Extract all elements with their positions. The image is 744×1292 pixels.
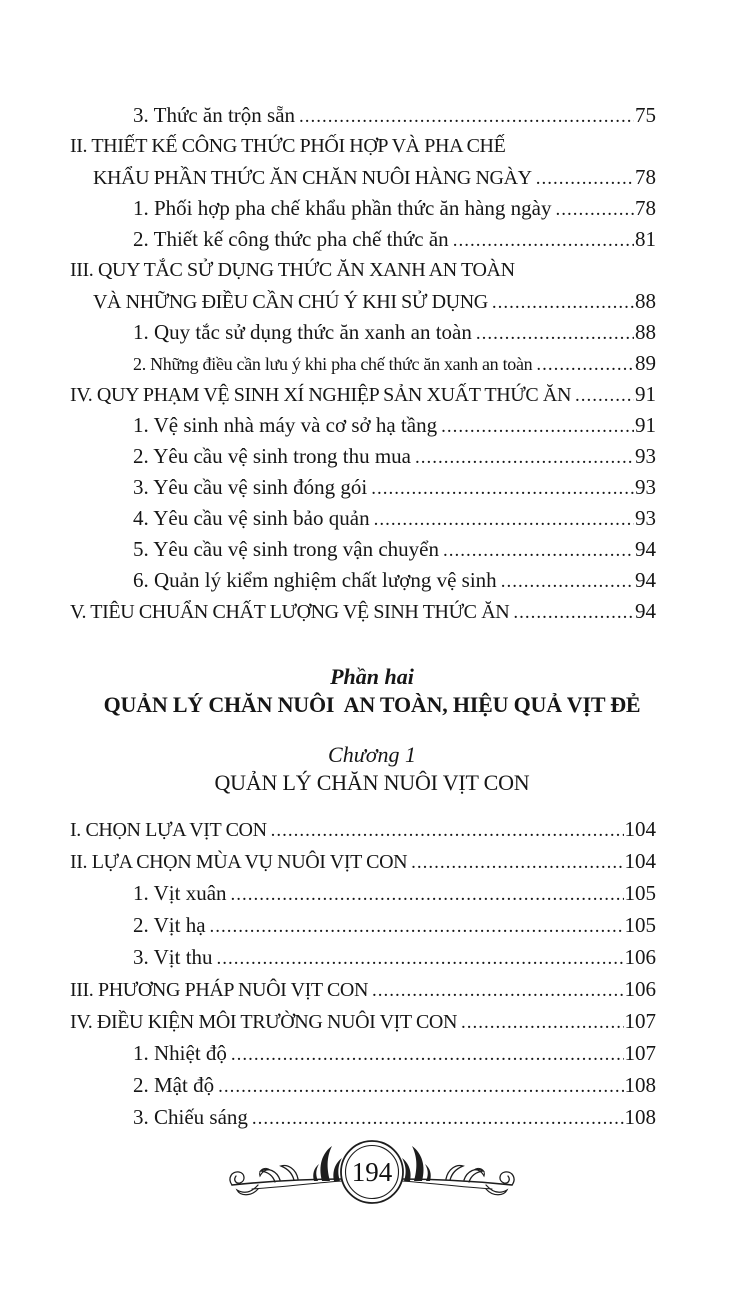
toc-entry-label: 1. Vịt xuân [133,881,227,905]
dot-leader [210,909,624,943]
toc-entry [70,845,656,877]
toc-entry-label: 1. Quy tắc sử dụng thức ăn xanh an toàn [133,320,472,344]
dot-leader [492,286,634,318]
toc-entry-label: 3. Thức ăn trộn sẵn [133,103,296,127]
toc-entry-label: 2. Vịt hạ [133,913,206,937]
toc-entry-label: 3. Chiếu sáng [133,1105,248,1129]
toc-entry [70,596,656,627]
toc-entry-page: 94 [635,599,656,623]
toc-entry-label: VÀ NHỮNG ĐIỀU CẦN CHÚ Ý KHI SỬ DỤNG [93,291,488,313]
toc-entry-label: 5. Yêu cầu vệ sinh trong vận chuyển [133,537,439,561]
dot-leader [271,813,624,847]
toc-entry [133,410,656,441]
dot-leader [231,1037,624,1071]
toc-entry-label: III. QUY TẮC SỬ DỤNG THỨC ĂN XANH AN TOÀN [70,259,515,281]
dot-leader [443,534,634,566]
toc-entry [133,565,656,596]
toc-entry-page: 105 [624,881,656,905]
toc-entry-page: 94 [635,568,656,592]
dot-leader [299,100,634,132]
dot-leader [476,317,634,349]
toc-entry-page: 78 [635,165,656,189]
part-heading [0,663,744,719]
flourish-icon [222,1128,522,1216]
page-number: 194 [351,1157,393,1187]
toc-entry-label: 6. Quản lý kiểm nghiệm chất lượng vệ sinh [133,568,497,592]
toc-entry-page: 106 [624,977,656,1001]
toc-entry [70,131,656,162]
toc-entry-page: 107 [624,1041,656,1065]
toc-entry [133,348,656,379]
toc-entry-page: 89 [635,351,656,375]
dot-leader [513,596,634,628]
dot-leader [372,973,624,1007]
dot-leader [536,348,634,380]
part-kicker: Phần hai [330,664,414,689]
toc-entry-page: 108 [624,1073,656,1097]
toc-entry-page: 88 [635,289,656,313]
toc-entry-label: 1. Nhiệt độ [133,1041,227,1065]
toc-entry-page: 81 [635,227,656,251]
toc-entry-label: 2. Yêu cầu vệ sinh trong thu mua [133,444,411,468]
toc-section-part1 [0,100,744,627]
toc-entry [70,379,656,410]
toc-entry-page: 108 [624,1105,656,1129]
dot-leader [461,1005,624,1039]
dot-leader [371,472,634,504]
toc-entry-label: II. THIẾT KẾ CÔNG THỨC PHỐI HỢP VÀ PHA CHẾ [70,135,506,157]
toc-entry [133,909,656,941]
dot-leader [231,877,624,911]
chapter-title: QUẢN LÝ CHĂN NUÔI VỊT CON [214,770,530,795]
dot-leader [555,193,634,225]
toc-entry [70,255,656,286]
toc-entry [133,941,656,973]
toc-entry [133,193,656,224]
toc-entry [70,813,656,845]
dot-leader [411,845,623,879]
toc-entry [133,100,656,131]
toc-entry [133,503,656,534]
toc-entry-page: 104 [624,849,656,873]
toc-entry [133,534,656,565]
dot-leader [374,503,634,535]
dot-leader [536,162,634,194]
toc-entry-page: 93 [635,475,656,499]
dot-leader [415,441,634,473]
toc-entry-page: 88 [635,320,656,344]
toc-entry [133,1037,656,1069]
toc-entry-label: 1. Phối hợp pha chế khẩu phần thức ăn hàng ngày [133,196,552,220]
dot-leader [501,565,634,597]
dot-leader [217,941,624,975]
toc-entry-label: 4. Yêu cầu vệ sinh bảo quản [133,506,370,530]
dot-leader [218,1069,623,1103]
toc-entry-label: I. CHỌN LỰA VỊT CON [70,819,267,841]
toc-entry-label: 3. Yêu cầu vệ sinh đóng gói [133,475,368,499]
toc-entry-page: 105 [624,913,656,937]
toc-entry-label: II. LỰA CHỌN MÙA VỤ NUÔI VỊT CON [70,851,408,873]
toc-entry-page: 107 [624,1009,656,1033]
toc-entry [133,317,656,348]
toc-entry-page: 106 [624,945,656,969]
toc-entry-label: 3. Vịt thu [133,945,213,969]
toc-entry-label: IV. QUY PHẠM VỆ SINH XÍ NGHIỆP SẢN XUẤT THỨC ĂN [70,384,572,406]
toc-entry-page: 91 [635,413,656,437]
toc-section-chapter1 [0,813,744,1133]
toc-entry-page: 94 [635,537,656,561]
toc-entry-page: 93 [635,506,656,530]
toc-entry [133,1069,656,1101]
toc-entry [70,973,656,1005]
toc-entry-page: 78 [635,196,656,220]
toc-entry-page: 91 [635,382,656,406]
dot-leader [453,224,634,256]
part-title: QUẢN LÝ CHĂN NUÔI AN TOÀN, HIỆU QUẢ VỊT ĐẺ [103,692,641,717]
toc-entry [93,162,656,193]
toc-entry [133,441,656,472]
dot-leader [441,410,634,442]
footer-flourish-ornament [222,1128,522,1216]
toc-entry-page: 93 [635,444,656,468]
toc-entry-label: KHẨU PHẦN THỨC ĂN CHĂN NUÔI HÀNG NGÀY [93,167,532,189]
toc-entry [70,1005,656,1037]
toc-entry [133,472,656,503]
chapter-heading [0,741,744,797]
toc-entry-label: 2. Mật độ [133,1073,215,1097]
chapter-kicker: Chương 1 [328,742,416,767]
toc-entry-label: V. TIÊU CHUẨN CHẤT LƯỢNG VỆ SINH THỨC ĂN [70,601,510,623]
toc-entry [133,877,656,909]
dot-leader [575,379,634,411]
toc-entry [133,224,656,255]
toc-entry [93,286,656,317]
toc-entry-label: 2. Những điều cần lưu ý khi pha chế thức ăn xanh an toàn [133,354,533,374]
toc-entry-label: 2. Thiết kế công thức pha chế thức ăn [133,227,449,251]
toc-entry-page: 75 [635,103,656,127]
toc-entry-label: IV. ĐIỀU KIỆN MÔI TRƯỜNG NUÔI VỊT CON [70,1011,457,1033]
toc-entry-label: III. PHƯƠNG PHÁP NUÔI VỊT CON [70,979,368,1001]
toc-entry-label: 1. Vệ sinh nhà máy và cơ sở hạ tầng [133,413,438,437]
toc-entry-page: 104 [624,817,656,841]
